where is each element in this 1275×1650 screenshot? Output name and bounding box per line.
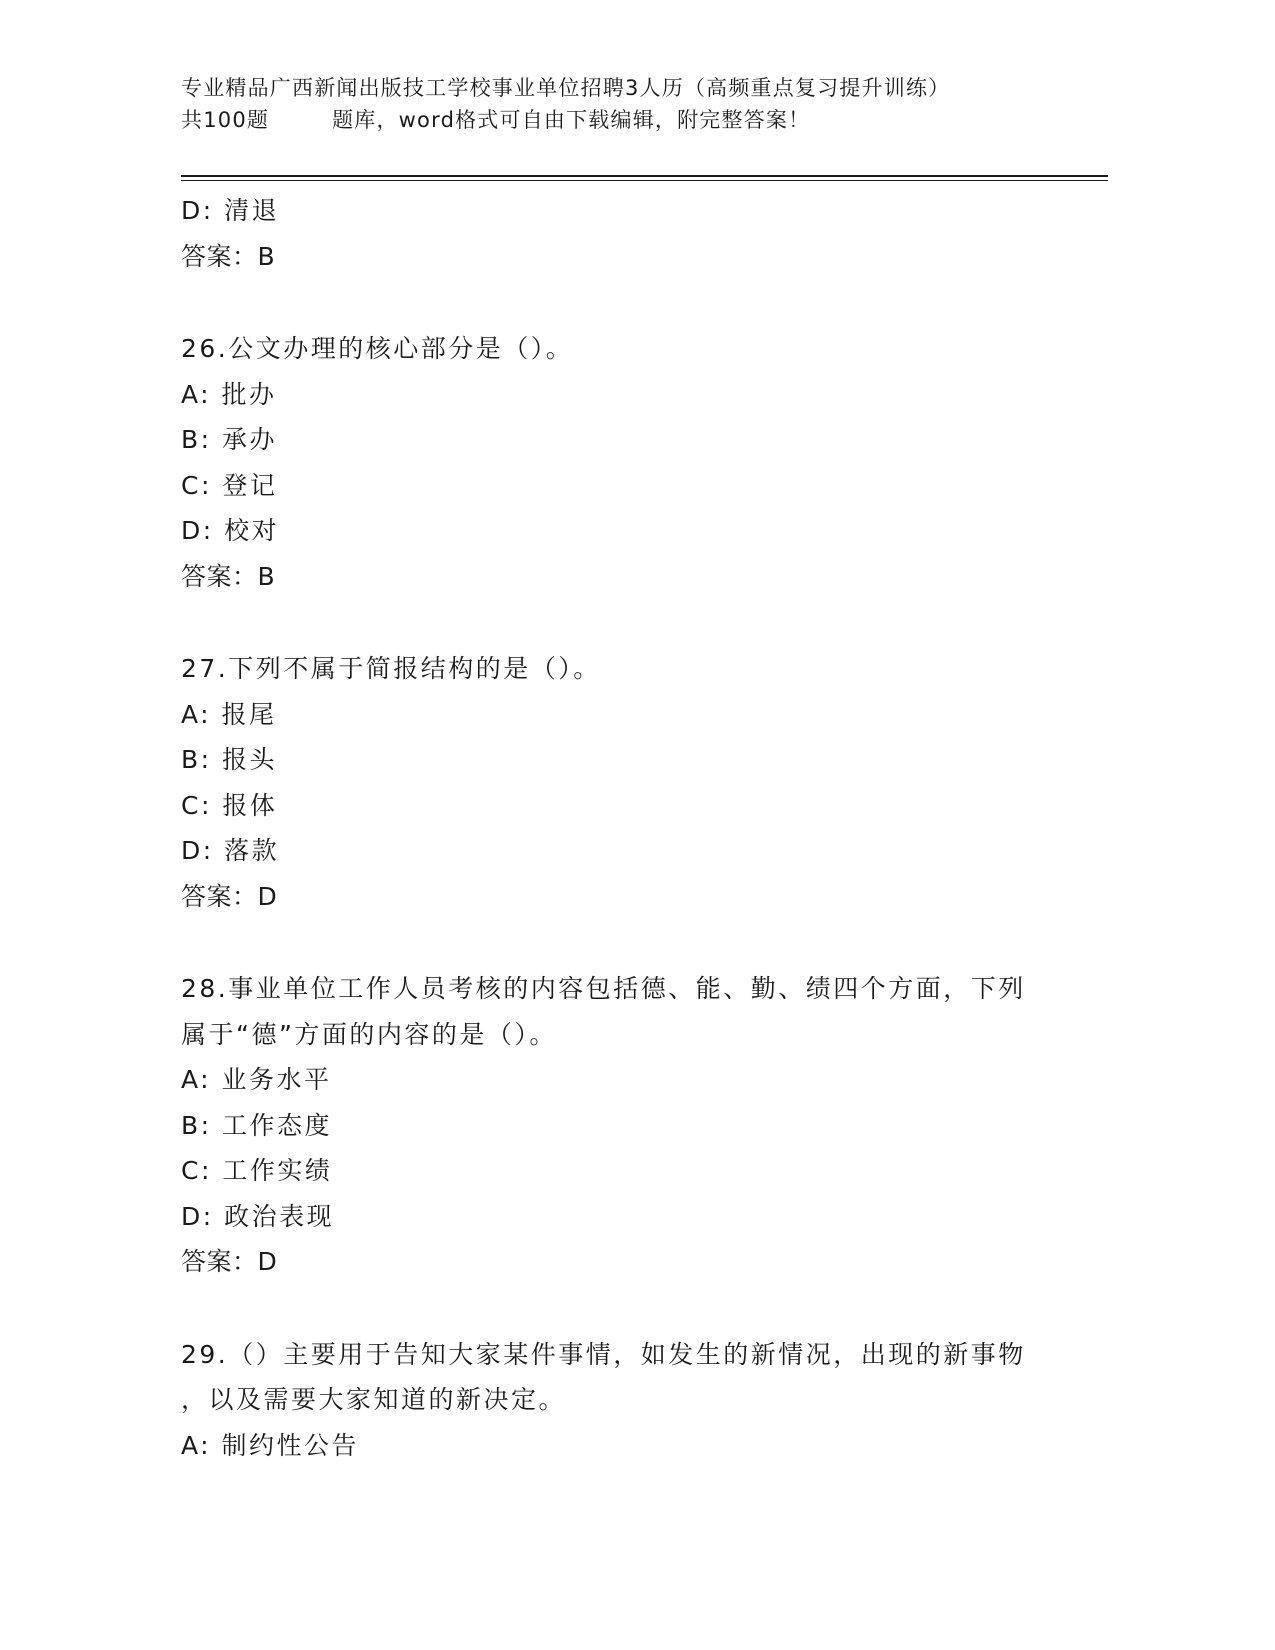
header-subtitle-line: 共100题 题库，word格式可自由下载编辑，附完整答案！: [181, 108, 811, 132]
document-header: [181, 72, 1061, 136]
question-list: [181, 188, 1081, 1468]
spacer: [181, 599, 1081, 646]
question-stem-line-1: 28.事业单位工作人员考核的内容包括德、能、勤、绩四个方面，下列: [181, 974, 1026, 1003]
option-d: D: 校对: [181, 516, 280, 545]
answer-line: 答案：D: [181, 881, 278, 911]
header-divider-thin: [181, 180, 1108, 181]
question-stem-line-2: ，以及需要大家知道的新决定。: [181, 1385, 567, 1414]
option-b: B: 承办: [181, 425, 278, 454]
header-divider-thick: [181, 175, 1108, 177]
question-29: [181, 1332, 1081, 1469]
answer-line: 答案：D: [181, 1247, 278, 1276]
option-a: A: 批办: [181, 379, 277, 409]
question-stem: 27.下列不属于简报结构的是（）。: [181, 654, 601, 683]
option-b: B: 工作态度: [181, 1110, 333, 1140]
spacer: [181, 1285, 1081, 1332]
option-d: D: 落款: [181, 836, 280, 865]
spacer: [181, 279, 1081, 326]
option-a: A: 报尾: [181, 699, 277, 729]
option-a: A: 制约性公告: [181, 1430, 360, 1460]
spacer: [181, 919, 1081, 966]
answer-line: 答案：B: [181, 241, 276, 271]
option-a: A: 业务水平: [181, 1065, 332, 1094]
option-c: C: 登记: [181, 470, 278, 500]
question-stem: 26.公文办理的核心部分是（）。: [181, 334, 574, 363]
option-c: C: 报体: [181, 790, 278, 820]
question-26: [181, 326, 1081, 599]
question-28: [181, 966, 1081, 1285]
answer-line: 答案：B: [181, 561, 276, 591]
option-b: B: 报头: [181, 745, 278, 774]
option-c: C: 工作实绩: [181, 1156, 333, 1185]
header-title-line: 专业精品广西新闻出版技工学校事业单位招聘3人历（高频重点复习提升训练）: [181, 76, 951, 100]
question-stem-line-1: 29.（）主要用于告知大家某件事情，如发生的新情况，出现的新事物: [181, 1339, 1026, 1369]
option-d: D: 清退: [181, 196, 280, 225]
previous-question-tail: [181, 188, 1081, 279]
question-stem-line-2: 属于“德”方面的内容的是（）。: [181, 1019, 557, 1049]
option-d: D: 政治表现: [181, 1201, 335, 1231]
question-27: [181, 646, 1081, 919]
